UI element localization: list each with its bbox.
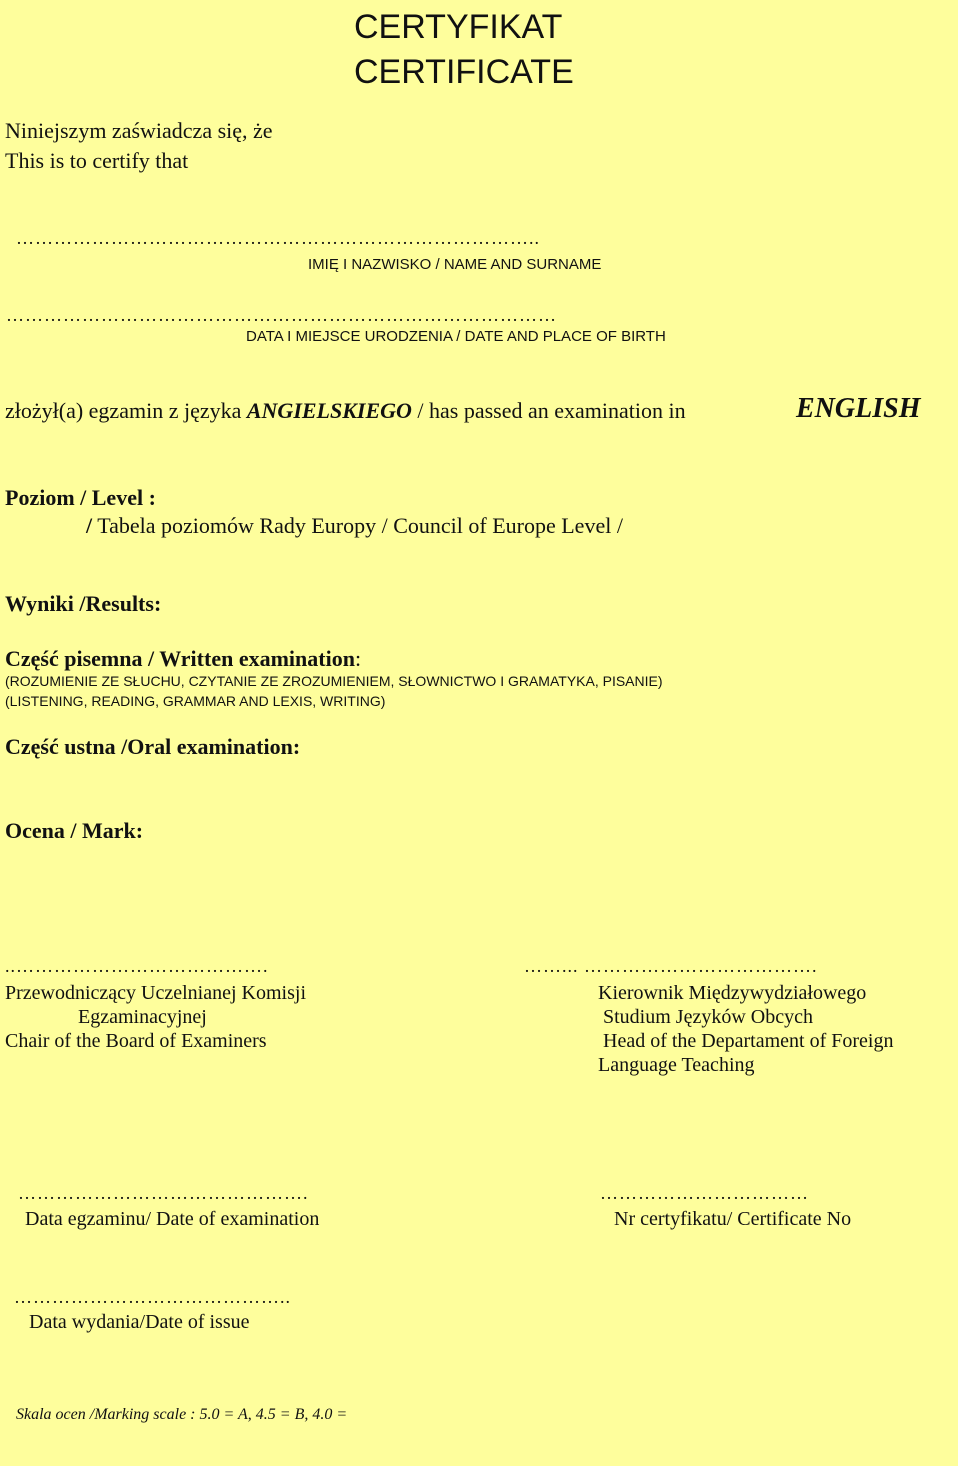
- oral-label: Część ustna /Oral examination:: [5, 734, 301, 759]
- written-components-en: (LISTENING, READING, GRAMMAR AND LEXIS, WRITING): [5, 693, 386, 709]
- exam-date-label: Data egzaminu/ Date of examination: [25, 1208, 320, 1230]
- certificate-number-label: Nr certyfikatu/ Certificate No: [614, 1208, 852, 1230]
- chair-title-en: Chair of the Board of Examiners: [5, 1030, 267, 1052]
- level-scale: Tabela poziomów Rady Europy / Council of Europe Level /: [92, 513, 623, 538]
- exam-language-pl: ANGIELSKIEGO: [246, 398, 412, 423]
- head-title-en-2: Language Teaching: [598, 1054, 755, 1076]
- intro-en: This is to certify that: [5, 148, 189, 173]
- head-title-en-1: Head of the Departament of Foreign: [603, 1030, 894, 1052]
- exam-line: [5, 398, 686, 424]
- exam-language-en: ENGLISH: [796, 393, 921, 424]
- name-label: IMIĘ I NAZWISKO / NAME AND SURNAME: [308, 256, 602, 273]
- certificate-number-dots: ……………………………: [600, 1183, 809, 1203]
- name-dotted-line: ………………………………………………………………………..: [16, 228, 540, 248]
- exam-middle: / has passed an examination in: [411, 398, 686, 423]
- written-label: Część pisemna / Written examination: [5, 646, 355, 671]
- birth-label: DATA I MIEJSCE URODZENIA / DATE AND PLACE OF BIRTH: [246, 328, 666, 345]
- issue-date-label: Data wydania/Date of issue: [29, 1311, 250, 1333]
- head-title-pl-2: Studium Języków Obcych: [603, 1006, 813, 1028]
- level-label: Poziom / Level :: [5, 485, 156, 510]
- mark-label: Ocena / Mark:: [5, 818, 144, 843]
- title-pl: CERTYFIKAT: [354, 8, 563, 46]
- results-label: Wyniki /Results:: [5, 591, 162, 616]
- left-signature-dots: ..………………………………….: [5, 956, 269, 976]
- chair-title-pl-2: Egzaminacyjnej: [78, 1006, 207, 1028]
- issue-date-dots: ……………………………………..: [14, 1287, 291, 1307]
- level-slash: /: [86, 513, 93, 538]
- head-title-pl-1: Kierownik Międzywydziałowego: [598, 982, 867, 1004]
- chair-title-pl-1: Przewodniczący Uczelnianej Komisji: [5, 982, 306, 1004]
- right-signature-dots: ……... ……………………………….: [524, 956, 818, 976]
- written-components-pl: (ROZUMIENIE ZE SŁUCHU, CZYTANIE ZE ZROZUMIENIEM, SŁOWNICTWO I GRAMATYKA, PISANIE): [5, 673, 663, 689]
- written-heading: [5, 646, 361, 672]
- birth-dotted-line: ……………………………………………………………………………: [6, 305, 557, 325]
- level-scale-line: [86, 513, 623, 539]
- marking-scale-note: Skala ocen /Marking scale : 5.0 = A, 4.5 = B, 4.0 =: [16, 1406, 348, 1423]
- exam-prefix: złożył(a) egzamin z języka: [5, 398, 247, 423]
- title-en: CERTIFICATE: [354, 53, 574, 91]
- exam-date-dots: ……………………………………….: [18, 1183, 309, 1203]
- intro-pl: Niniejszym zaświadcza się, że: [5, 118, 273, 143]
- written-colon: :: [354, 646, 362, 671]
